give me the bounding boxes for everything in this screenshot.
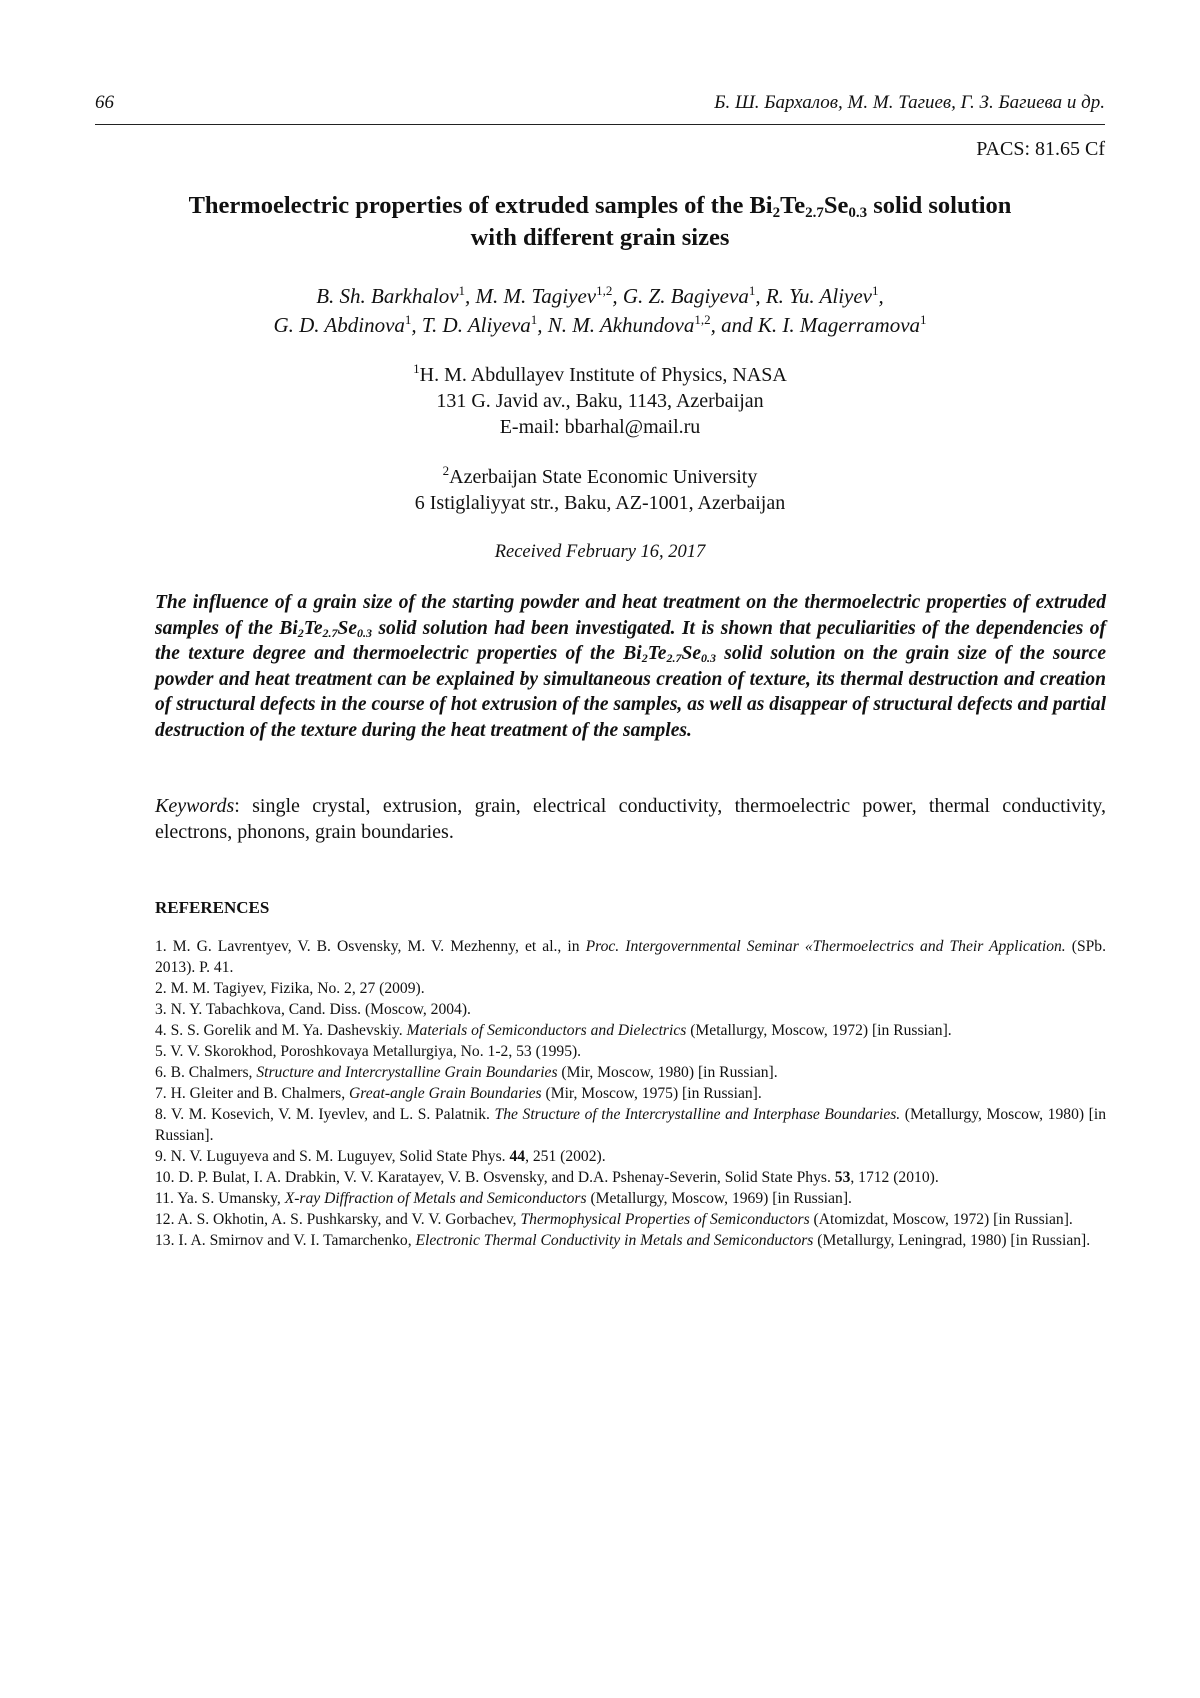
running-authors: Б. Ш. Бархалов, М. М. Тагиев, Г. З. Багиева и др. [714, 92, 1105, 113]
author-name: B. Sh. Barkhalov [316, 284, 459, 308]
pacs-code: PACS: 81.65 Cf [976, 138, 1105, 160]
page-number: 66 [95, 92, 114, 113]
header-rule [95, 124, 1105, 125]
reference-list [155, 936, 1106, 1251]
author-name: and K. I. Magerramova [721, 313, 921, 337]
author-name: N. M. Akhundova [547, 313, 695, 337]
reference-item: 7. H. Gleiter and B. Chalmers, Great-angle Grain Boundaries (Mir, Moscow, 1975) [in Russian]. [155, 1085, 762, 1102]
reference-item: 12. A. S. Okhotin, A. S. Pushkarsky, and V. V. Gorbachev, Thermophysical Properties of Semiconductors (Atomizdat, Moscow, 1972) [in Russian]. [155, 1211, 1073, 1228]
title-line-2: with different grain sizes [470, 224, 730, 251]
reference-item: 13. I. A. Smirnov and V. I. Tamarchenko, Electronic Thermal Conductivity in Metals and Semiconductors (Metallurgy, Leningrad, 1980) [in Russian]. [155, 1232, 1091, 1249]
reference-item: 10. D. P. Bulat, I. A. Drabkin, V. V. Karatayev, V. B. Osvensky, and D.A. Pshenay-Severin, Solid State Phys. 53, 1712 (2010). [155, 1169, 939, 1186]
abstract: The influence of a grain size of the starting powder and heat treatment on the thermoelectric properties of extruded samples of the $Bi_2Te_{2.7}Se_{0.3}$ solid solution had been investigated. It is shown that peculiarities of the dependencies of the texture degree and thermoelectric properties of the $Bi_2Te_{2.7}Se_{0.3}$ solid solution on the grain size of the source powder and heat treatment can be explained by simultaneous creation of texture, its thermal destruction and creation of structural defects in the course of hot extrusion of the samples, as well as disappear of structural defects and partial destruction of the texture during the heat treatment of the samples. [155, 592, 1106, 741]
reference-item: 8. V. M. Kosevich, V. M. Iyevlev, and L. S. Palatnik. The Structure of the Intercrystalline and Interphase Boundaries. (Metallurgy, Moscow, 1980) [in Russian]. [155, 1106, 1106, 1144]
affiliation-2: $^2$Azerbaijan State Economic University 6 Istiglaliyyat str., Baku, AZ-1001, Azerbaijan [414, 463, 786, 514]
received-date: Received February 16, 2017 [494, 542, 706, 562]
references-heading: REFERENCES [155, 898, 270, 917]
keywords-label: Keywords [155, 795, 235, 817]
author-name: M. M. Tagiyev [475, 284, 597, 308]
affiliation-1: $^1$H. M. Abdullayev Institute of Physics, NASA 131 G. Javid av., Baku, 1143, Azerbaijan E-mail: bbarhal@mail.ru [413, 361, 787, 438]
reference-item: 5. V. V. Skorokhod, Poroshkovaya Metallurgiya, No. 1-2, 53 (1995). [155, 1043, 582, 1060]
contact-email: E-mail: bbarhal@mail.ru [499, 416, 701, 438]
reference-item: 2. M. M. Tagiyev, Fizika, No. 2, 27 (2009). [155, 980, 425, 997]
reference-item: 11. Ya. S. Umansky, X-ray Diffraction of Metals and Semiconductors (Metallurgy, Moscow, 1969) [in Russian]. [155, 1190, 852, 1207]
reference-item: 3. N. Y. Tabachkova, Cand. Diss. (Moscow, 2004). [155, 1001, 471, 1018]
keywords: Keywords: single crystal, extrusion, grain, electrical conductivity, thermoelectric power, thermal conductivity, electrons, phonons, grain boundaries. [155, 795, 1106, 843]
reference-item: 9. N. V. Luguyeva and S. M. Luguyev, Solid State Phys. 44, 251 (2002). [155, 1148, 606, 1165]
author-list: B. Sh. Barkhalov$^1$, M. M. Tagiyev$^{1,2}$, G. Z. Bagiyeva$^1$, R. Yu. Aliyev$^1$, G. D. Abdinova$^1$, T. D. Aliyeva$^1$, N. M. Akhundova$^{1,2}$, and K. I. Magerramova$^1$ [273, 283, 927, 337]
running-head [95, 92, 1105, 118]
author-name: G. D. Abdinova [273, 313, 405, 337]
reference-item: 1. M. G. Lavrentyev, V. B. Osvensky, M. V. Mezhenny, et al., in Proc. Intergovernmental Seminar «Thermoelectrics and Their Application. (SPb. 2013). P. 41. [155, 938, 1106, 976]
author-name: G. Z. Bagiyeva [622, 284, 749, 308]
paper-title: Thermoelectric properties of extruded samples of the $Bi_2Te_{2.7}Se_{0.3}$ solid solution with different grain sizes [188, 192, 1012, 251]
reference-item: 6. B. Chalmers, Structure and Intercrystalline Grain Boundaries (Mir, Moscow, 1980) [in Russian]. [155, 1064, 778, 1081]
author-name: R. Yu. Aliyev [765, 284, 872, 308]
reference-item: 4. S. S. Gorelik and M. Ya. Dashevskiy. Materials of Semiconductors and Dielectrics (Metallurgy, Moscow, 1972) [in Russian]. [155, 1022, 952, 1039]
author-name: T. D. Aliyeva [421, 313, 531, 337]
